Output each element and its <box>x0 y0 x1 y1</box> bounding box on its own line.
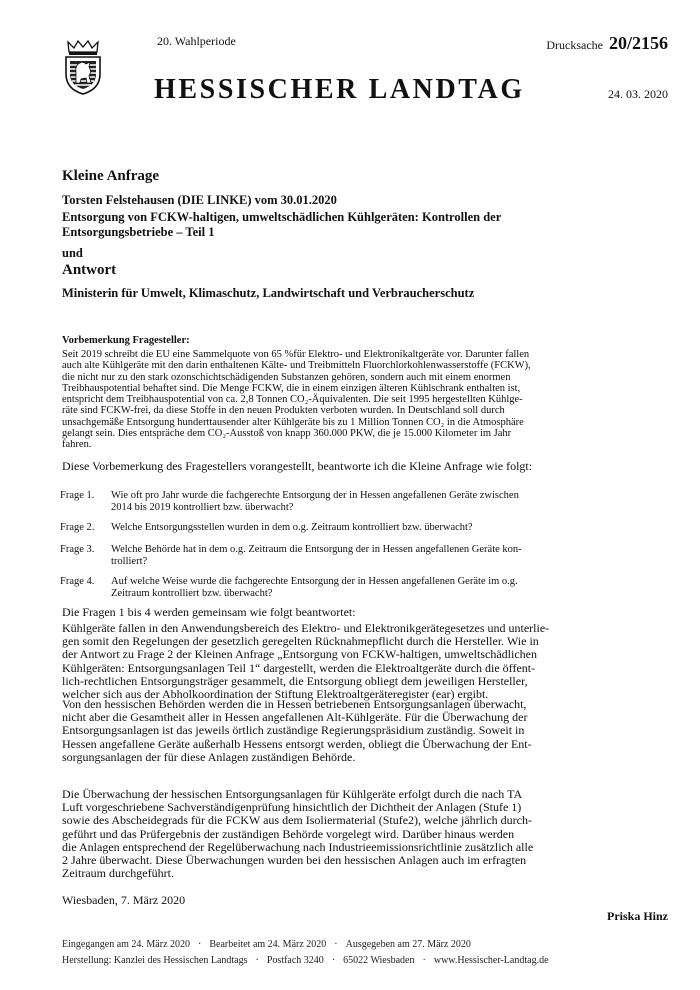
text-line: welcher sich aus der Abholkoordination der Stiftung Elektroaltgeräteregister (ear) ergibt. <box>62 687 489 702</box>
text-line: Hessen angefallene Geräte außerhalb Hessens entsorgt werden, obliegt die Überwachung der Ent- <box>62 736 532 751</box>
text-line: gen somit den Regelungen der gesetzlich geregelten Rücknahmepflicht durch die Hersteller. Wie in <box>62 634 539 649</box>
signatory-name: Priska Hinz <box>606 909 668 923</box>
inquiry-author: Torsten Felstehausen (DIE LINKE) vom 30.01.2020 <box>62 193 337 207</box>
footer-separator: · <box>422 955 426 966</box>
ministry-name: Ministerin für Umwelt, Klimaschutz, Landwirtschaft und Verbraucherschutz <box>62 286 475 300</box>
footer-postbox: Postfach 3240 <box>266 955 324 966</box>
text-line: Kühlgeräte fallen in den Anwendungsbereich des Elektro- und Elektronikgerätegesetzes und unterlie- <box>62 621 550 635</box>
text-line: 2 Jahre überwacht. Diese Überwachungen wurden bei den hessischen Anlagen auch im erfragten <box>62 853 527 868</box>
answer-paragraph-2 <box>62 698 652 764</box>
parliament-name: HESSISCHER LANDTAG <box>154 74 525 105</box>
answer-intro: Die Fragen 1 bis 4 werden gemeinsam wie folgt beantwortet: <box>62 605 356 619</box>
footer-separator: · <box>198 939 202 950</box>
question-line: 2014 bis 2019 kontrolliert bzw. überwacht? <box>111 502 294 513</box>
text-line: der Antwort zu Frage 2 der Kleinen Anfrage „Entsorgung von FCKW-haltigen, umweltschädlichen <box>62 647 537 662</box>
document-type: Kleine Anfrage <box>62 168 160 184</box>
footer-dates <box>62 939 471 950</box>
question-label: Frage 2. <box>60 522 95 533</box>
answer-paragraph-1 <box>62 622 652 701</box>
text-line: Von den hessischen Behörden werden die in Hessen betriebenen Entsorgungsanlagen überwacht, <box>62 697 527 711</box>
subject-line: Entsorgung von FCKW-haltigen, umweltschädlichen Kühlgeräten: Kontrollen der <box>62 210 502 224</box>
drucksache-label <box>546 33 668 54</box>
text-line: die nicht nur zu den stark ozonschichtschädigenden Substanzen gehören, sondern auch mit einem enormen <box>62 371 511 383</box>
text-line: sorgungsanlagen der für diese Anlagen zuständigen Behörde. <box>62 749 356 764</box>
answer-heading: Antwort <box>62 262 117 278</box>
and-label: und <box>62 246 83 260</box>
question-line: Auf welche Weise wurde die fachgerechte Entsorgung der in Hessen angefallenen Geräte im o.g. <box>111 576 518 587</box>
footer-publisher <box>62 955 549 966</box>
footer-separator: · <box>255 955 259 966</box>
text-line: entspricht dem Treibhauspotential von ca. 2,8 Tonnen CO₂-Äquivalenten. Die seit 1995 hergestellten Kühlge- <box>62 394 523 406</box>
inquiry-subject <box>62 210 652 240</box>
text-line: Zeitraum durchgeführt. <box>62 866 174 881</box>
question-line: Welche Entsorgungsstellen wurden in dem o.g. Zeitraum kontrolliert bzw. überwacht? <box>111 522 473 533</box>
document-date: 24. 03. 2020 <box>608 87 668 101</box>
question-label: Frage 1. <box>60 490 95 501</box>
text-line: Entsorgungsanlagen ist das jeweils örtlich zuständige Regierungspräsidium zuständig. Soweit in <box>62 723 525 738</box>
text-line: geführt und das Prüfergebnis der zuständigen Behörde vorgelegt wird. Darüber hinaus werden <box>62 826 515 841</box>
hessen-lion-crest-icon <box>62 38 104 96</box>
question-1 <box>60 490 660 514</box>
footer-received: Eingegangen am 24. März 2020 <box>62 939 191 950</box>
text-line: unsachgemäße Entsorgung hunderttausender alter Kühlgeräte bis zu 1 Million Tonnen CO₂ in die Atmosphäre <box>62 416 524 428</box>
text-line: räte sind FCKW-frei, da diese Stoffe in den neuen Produkten verboten wurden. In Deutschland soll durch <box>62 405 505 417</box>
text-line: auch alte Kühlgeräte mit den darin enthaltenen Kälte- und Treibmitteln Fluorchlorkohlenwasserstoffe (FCKW), <box>62 360 531 372</box>
text-line: sowie des Abscheidegrads für die FCKW aus dem Isoliermaterial (Stufe2), welche jährlich durch- <box>62 813 532 828</box>
question-label: Frage 3. <box>60 544 95 555</box>
footer-city: 65022 Wiesbaden <box>343 955 415 966</box>
footer-processed: Bearbeitet am 24. März 2020 <box>209 939 327 950</box>
question-2 <box>60 522 660 534</box>
drucksache-number: 20/2156 <box>608 33 668 53</box>
text-line: Luft vorgeschriebene Sachverständigenprüfung hinsichtlich der Dichtheit der Anlagen (Stufe 1) <box>62 800 522 815</box>
preliminary-remark-title: Vorbemerkung Fragesteller: <box>62 335 190 346</box>
question-line: Welche Behörde hat in dem o.g. Zeitraum die Entsorgung der in Hessen angefallenen Geräte kon- <box>111 544 522 555</box>
preliminary-remark-text <box>62 349 654 451</box>
text-line: die Anlagen entsprechend der Regelüberwachung nach Industrieemissionsrichtlinie zusätzlich alle <box>62 839 534 854</box>
answer-paragraph-3 <box>62 788 652 880</box>
footer-separator: · <box>334 939 338 950</box>
text-line: Seit 2019 schreibt die EU eine Sammelquote von 65 %für Elektro- und Elektronikaltgeräte vor. Darunter fallen <box>62 349 530 360</box>
question-line: trolliert? <box>111 556 148 567</box>
text-line: gelangt sein. Dies entspräche dem CO₂-Ausstoß von knapp 360.000 PKW, die je 15.000 Kilometer im Jahr <box>62 428 512 440</box>
question-4 <box>60 576 660 600</box>
footer-issued: Ausgegeben am 27. März 2020 <box>345 939 471 950</box>
answer-intro-sentence: Diese Vorbemerkung des Fragestellers vorangestellt, beantworte ich die Kleine Anfrage wie folgt: <box>62 459 533 473</box>
footer-website: www.Hessischer-Landtag.de <box>433 955 549 966</box>
wahlperiode: 20. Wahlperiode <box>157 34 236 48</box>
question-line: Wie oft pro Jahr wurde die fachgerechte Entsorgung der in Hessen angefallenen Geräte zwischen <box>111 490 519 501</box>
footer-separator: · <box>331 955 336 966</box>
drucksache-label-text: Drucksache <box>546 38 603 52</box>
question-label: Frage 4. <box>60 576 95 587</box>
subject-line: Entsorgungsbetriebe – Teil 1 <box>62 225 215 239</box>
text-line: lich-rechtlichen Entsorgungsträger gesammelt, die Entsorgung obliegt dem jeweiligen Hersteller, <box>62 673 528 688</box>
question-3 <box>60 544 660 568</box>
text-line: Kühlgeräten: Entsorgungsanlagen Teil 1“ dargestellt, werden die Elektroaltgeräte durch die öffent- <box>62 660 536 675</box>
question-line: Zeitraum kontrolliert bzw. überwacht? <box>111 588 273 599</box>
footer-producer: Herstellung: Kanzlei des Hessischen Landtags <box>62 955 248 966</box>
text-line: Treibhauspotential behaftet sind. Die Menge FCKW, die in einem einzigen älteren Kühlschrank enthalten ist, <box>62 382 521 394</box>
text-line: nicht aber die Gesamtheit aller in Hessen angefallenen Alt-Kühlgeräte. Für die Überwachung der <box>62 710 528 725</box>
text-line: Die Überwachung der hessischen Entsorgungsanlagen für Kühlgeräte erfolgt durch die nach TA <box>62 787 523 801</box>
place-and-date: Wiesbaden, 7. März 2020 <box>62 893 186 907</box>
text-line: fahren. <box>62 439 92 451</box>
